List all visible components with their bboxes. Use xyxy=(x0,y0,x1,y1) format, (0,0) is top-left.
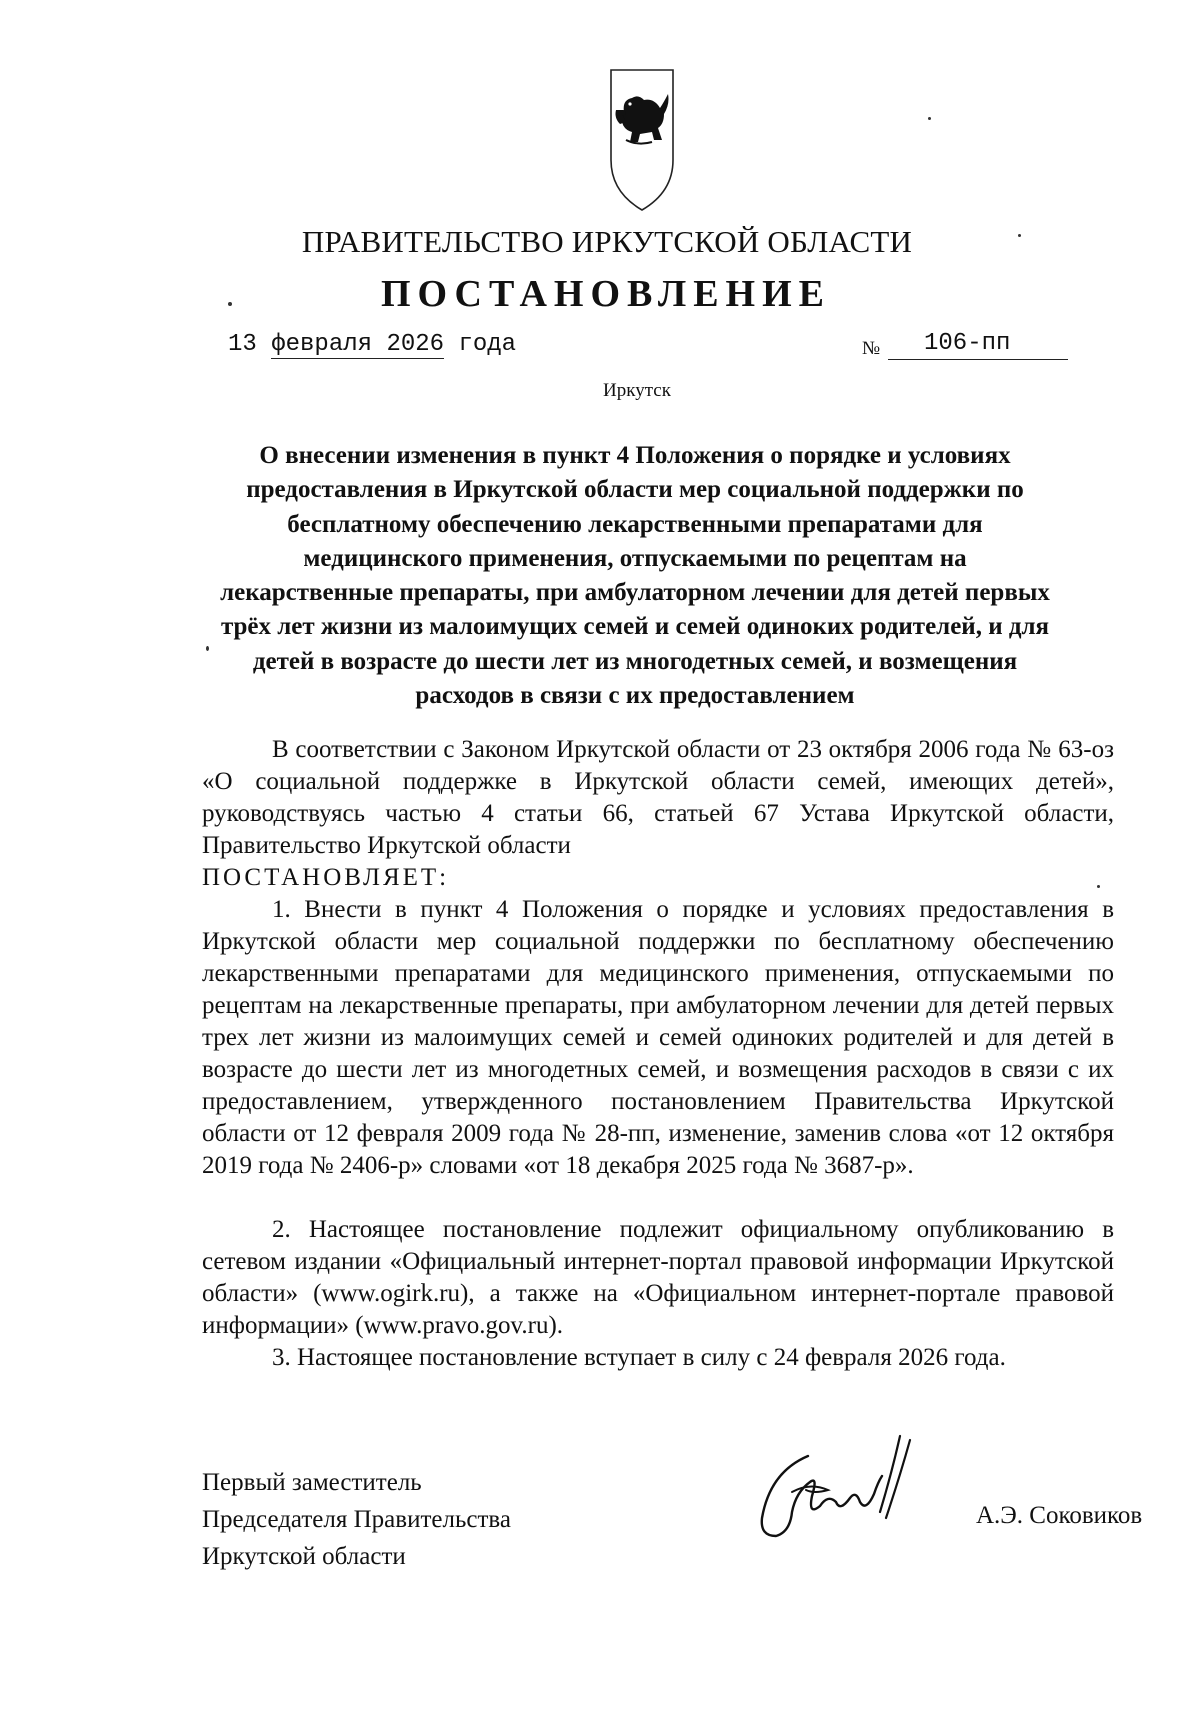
decree-word: ПОСТАНОВЛЯЕТ: xyxy=(202,864,450,891)
signatory-name: А.Э. Соковиков xyxy=(976,1502,1143,1529)
document-title xyxy=(185,439,1085,713)
title-line: бесплатному обеспечению лекарственными препаратами для xyxy=(287,510,983,538)
document-date xyxy=(228,331,516,358)
title-line: расходов в связи с их предоставлением xyxy=(415,682,855,710)
date-day: 13 xyxy=(228,331,257,358)
basis-paragraph: В соответствии с Законом Иркутской области от 23 октября 2006 года № 63-оз «О социальной поддержке в Иркутской области семей, имеющих детей», руководствуясь частью 4 статьи 66, статьей 67 Устава Иркутской области, Правительство Иркутской области xyxy=(202,736,1114,859)
scan-speck xyxy=(1018,234,1021,237)
title-line: трёх лет жизни из малоимущих семей и семей одиноких родителей, и для xyxy=(220,613,1050,641)
document-type: ПОСТАНОВЛЕНИЕ xyxy=(380,273,832,315)
coat-of-arms-icon xyxy=(608,64,676,214)
item-3-paragraph: 3. Настоящее постановление вступает в силу с 24 февраля 2026 года. xyxy=(272,1344,1006,1371)
title-line: лекарственные препараты, при амбулаторном лечении для детей первых xyxy=(220,579,1050,607)
scan-speck xyxy=(928,117,931,120)
date-suffix: года xyxy=(458,331,517,358)
position-line: Председателя Правительства xyxy=(202,1506,511,1533)
title-line: медицинского применения, отпускаемыми по рецептам на xyxy=(303,544,967,572)
city: Иркутск xyxy=(603,380,671,401)
title-line: О внесении изменения в пункт 4 Положения о порядке и условиях xyxy=(259,442,1011,469)
document-number: 106-пп xyxy=(888,330,1068,360)
scan-speck xyxy=(1097,885,1100,888)
item-2-paragraph: 2. Настоящее постановление подлежит официальному опубликованию в сетевом издании «Официальный интернет-портал правовой информации Иркутской области» (www.ogirk.ru), а также на «Официальном интернет-портале правовой информации» (www.pravo.gov.ru). xyxy=(202,1216,1114,1339)
scan-speck xyxy=(206,646,209,651)
handwritten-signature xyxy=(750,1432,930,1562)
title-line: детей в возрасте до шести лет из многодетных семей, и возмещения xyxy=(252,647,1018,675)
government-name: ПРАВИТЕЛЬСТВО ИРКУТСКОЙ ОБЛАСТИ xyxy=(301,224,913,259)
item-1-paragraph: 1. Внести в пункт 4 Положения о порядке и условиях предоставления в Иркутской области мер социальной поддержки по бесплатному обеспечению лекарственными препаратами для медицинского применения, отпускаемыми по рецептам на лекарственные препараты, при амбулаторном лечении для детей первых трех лет жизни из малоимущих семей и семей одиноких родителей и для детей в возрасте до шести лет из многодетных семей, и возмещения расходов в связи с их предоставлением, утвержденного постановлением Правительства Иркутской области от 12 февраля 2009 года № 28-пп, изменение, заменив слова «от 12 октября 2019 года № 2406-р» словами «от 18 декабря 2025 года № 3687-р». xyxy=(202,896,1114,1179)
position-line: Иркутской области xyxy=(202,1543,406,1570)
signatory-position xyxy=(202,1464,622,1575)
position-line: Первый заместитель xyxy=(202,1469,422,1496)
scan-speck xyxy=(228,302,232,306)
title-line: предоставления в Иркутской области мер социальной поддержки по xyxy=(246,476,1024,504)
number-sign: № xyxy=(862,338,881,359)
date-month-year: февраля 2026 xyxy=(271,331,445,358)
